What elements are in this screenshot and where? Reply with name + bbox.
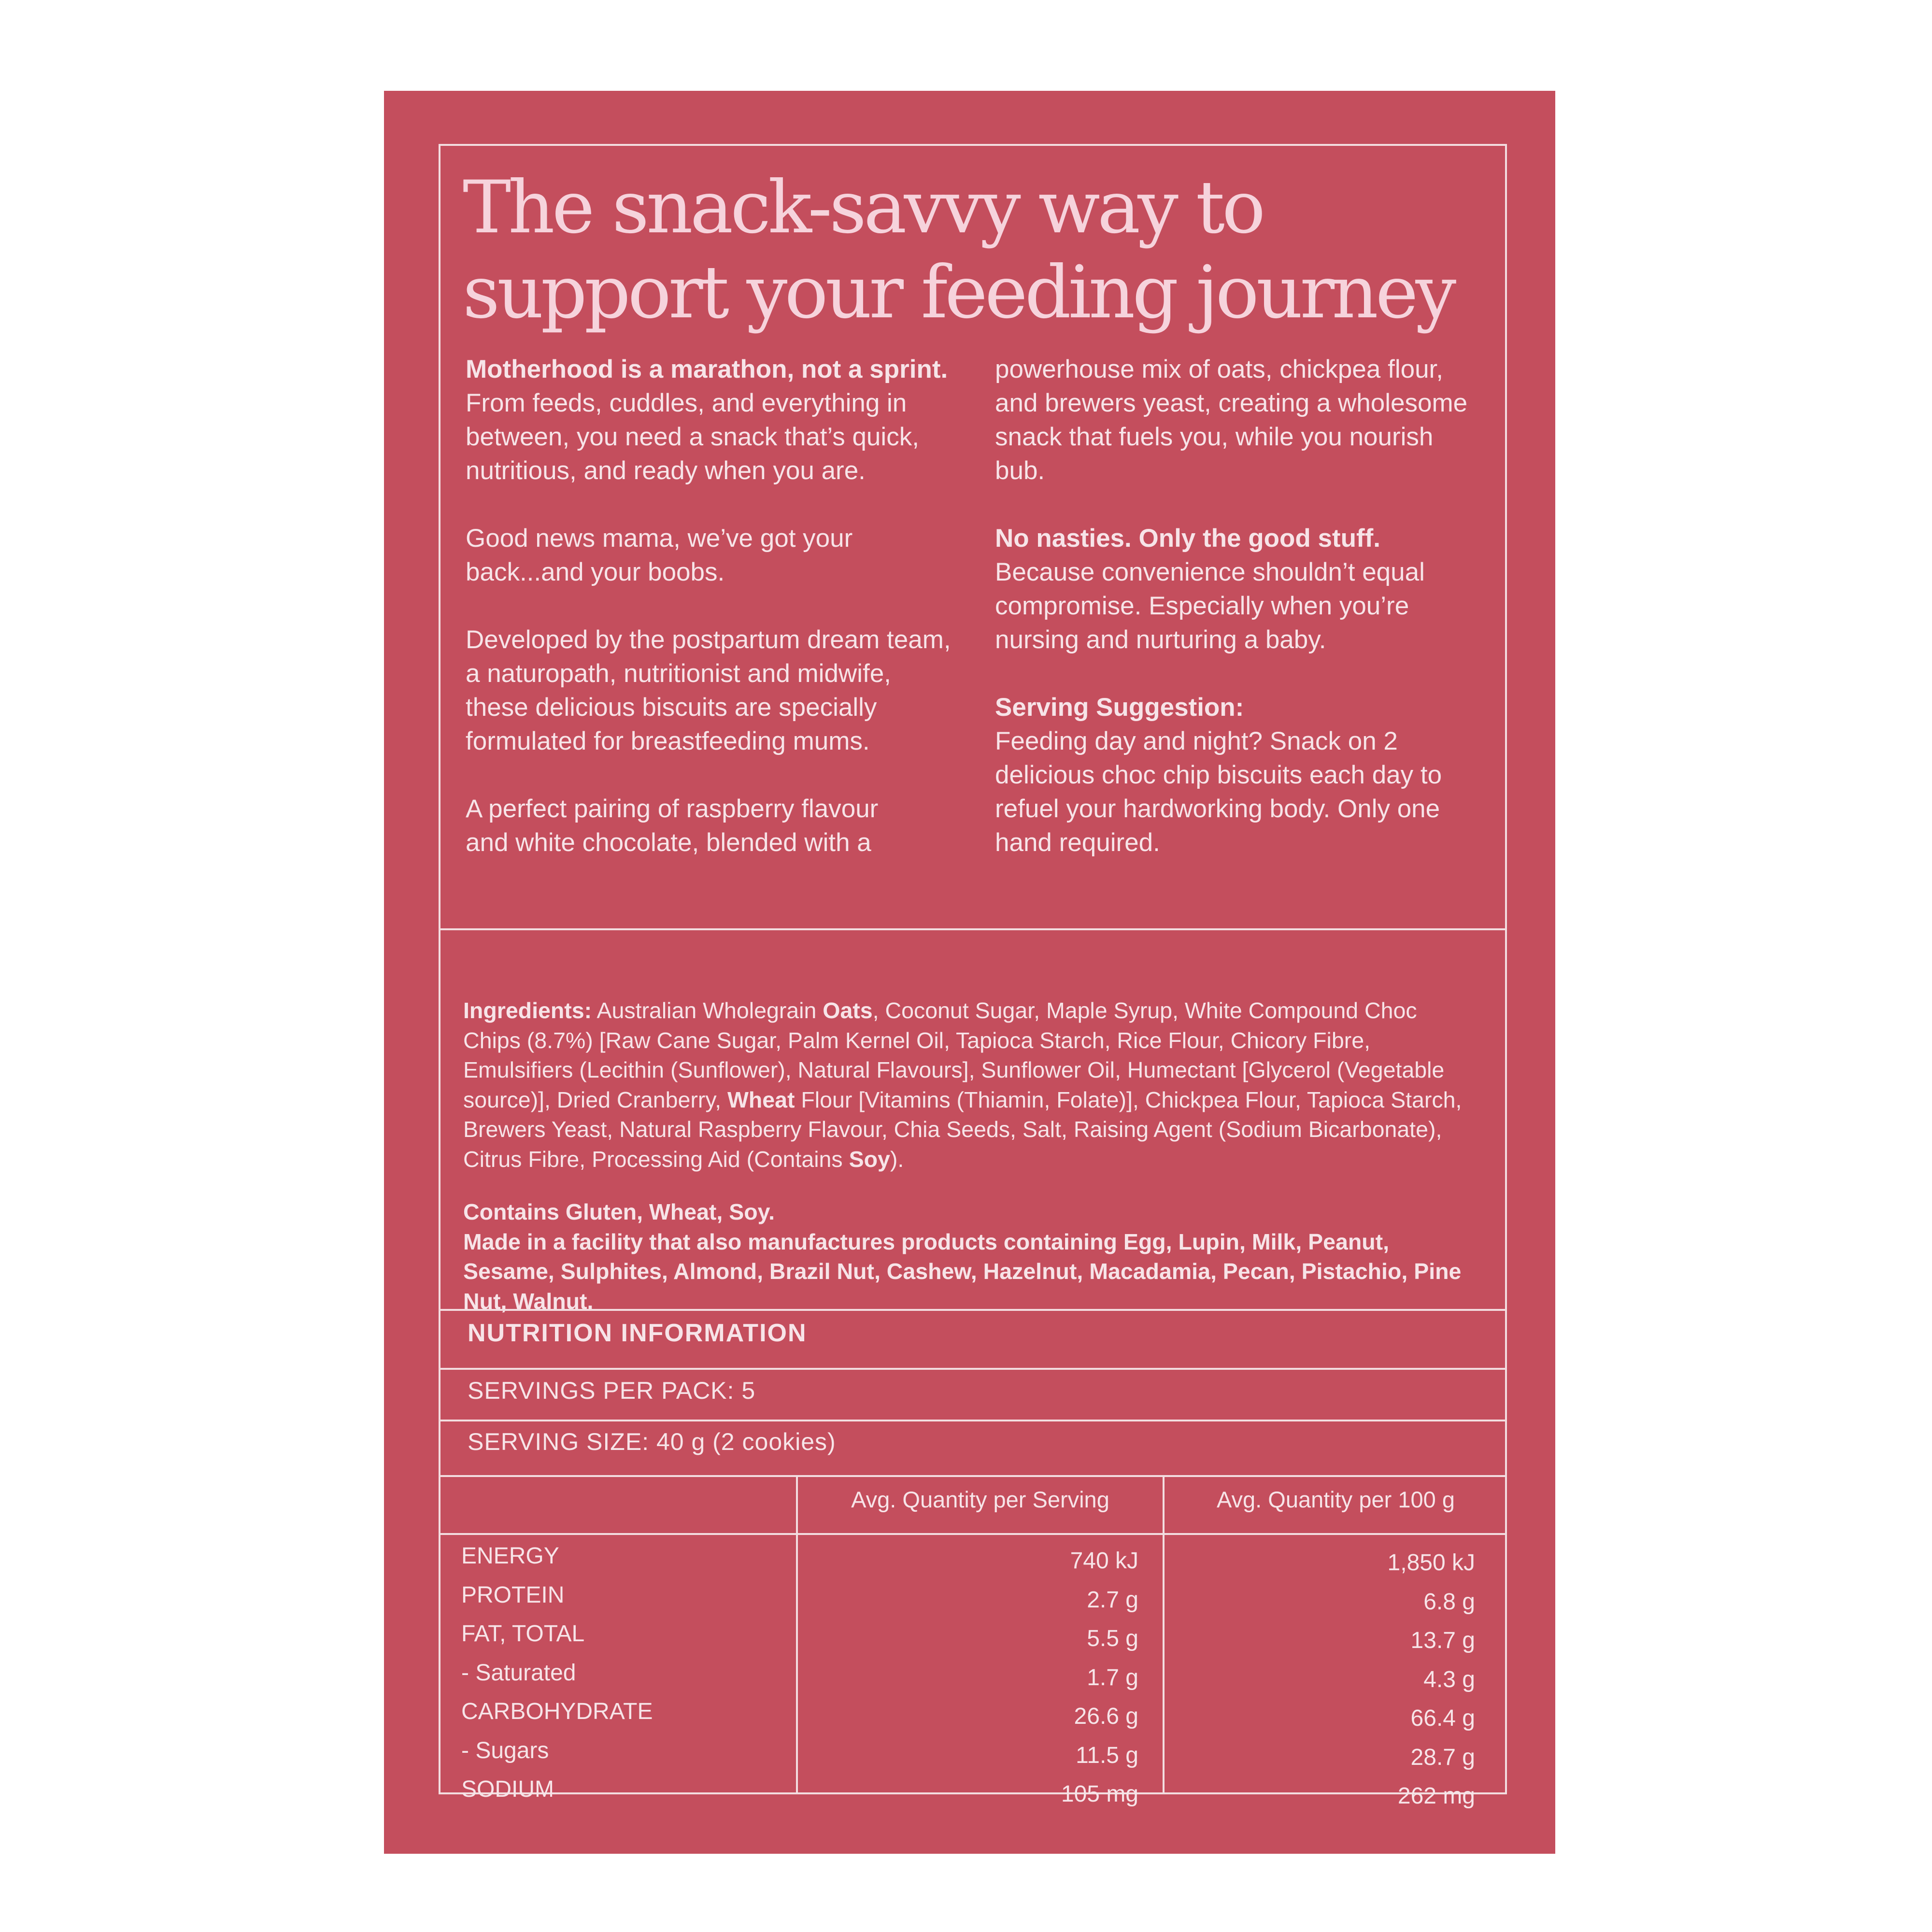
per-100g-value: 1,850 kJ [1387, 1550, 1475, 1576]
per-100g-value: 4.3 g [1423, 1666, 1475, 1692]
ingredients-text: Flour [Vitamins (Thiamin, Folate)], Chickpea Flour, Tapioca Starch, Brewers Yeast, Natural Raspberry Flavour, Chia Seeds, Salt, Raising Agent (Sodium Bicarbonate), Citrus Fibre, Processing Aid (Contains [463, 1087, 1462, 1172]
nutrient-label: - Saturated [461, 1660, 576, 1686]
per-100g-value: 262 mg [1397, 1783, 1475, 1809]
per-100g-value: 6.8 g [1423, 1589, 1475, 1615]
serving-suggestion-text: Feeding day and night? Snack on 2 delicious choc chip biscuits each day to refuel your hardworking body. Only one hand required. [995, 727, 1442, 857]
per-serving-value: 105 mg [1061, 1781, 1138, 1807]
nutrient-label: SODIUM [461, 1776, 554, 1802]
intro-paragraph-4-start [466, 792, 958, 860]
headline-line-1: The snack-savvy way to [463, 166, 1263, 250]
intro-column-right [995, 353, 1488, 894]
intro-paragraph-2: Good news mama, we’ve got your back...and your boobs. [466, 524, 853, 586]
divider-table-header [440, 1475, 1505, 1477]
nutrient-label: PROTEIN [461, 1582, 565, 1608]
per-100g-value: 13.7 g [1410, 1628, 1475, 1653]
intro-paragraph-3: Developed by the postpartum dream team, a naturopath, nutritionist and midwife, these delicious biscuits are specially formulated for breastfeeding mums. [466, 625, 951, 755]
per-serving-value: 1.7 g [1087, 1664, 1138, 1690]
per-serving-value: 5.5 g [1087, 1626, 1138, 1651]
allergen-wheat: Wheat [727, 1087, 795, 1112]
nutrition-title: NUTRITION INFORMATION [468, 1319, 807, 1347]
headline-line-2: support your feeding journey [463, 251, 1454, 335]
product-panel [384, 91, 1555, 1854]
column-header-100g: Avg. Quantity per 100 g [1217, 1487, 1455, 1512]
nutrient-label: - Sugars [461, 1737, 549, 1763]
divider-nutrition [440, 1309, 1505, 1311]
allergen-oats: Oats [823, 998, 873, 1023]
per-serving-value: 26.6 g [1074, 1704, 1138, 1729]
per-100g-value: 66.4 g [1410, 1705, 1475, 1731]
intro-text-1: From feeds, cuddles, and everything in between, you need a snack that’s quick, nutritious, and ready when you are. [466, 389, 919, 485]
column-header-serving: Avg. Quantity per Serving [851, 1487, 1109, 1512]
divider-serving-size [440, 1420, 1505, 1421]
allergen-statement [463, 1197, 1468, 1316]
intro-paragraph-1 [466, 353, 958, 488]
servings-per-pack: SERVINGS PER PACK: 5 [468, 1377, 756, 1404]
ingredients-text: ). [890, 1146, 904, 1172]
divider-table-body [440, 1533, 1505, 1535]
ingredients-list [463, 996, 1468, 1174]
per-serving-values [798, 1547, 1138, 1819]
intro-paragraph-4-line-1: A perfect pairing of raspberry flavour [466, 795, 879, 823]
nutrient-label: ENERGY [461, 1543, 559, 1569]
per-serving-value: 2.7 g [1087, 1587, 1138, 1613]
serving-suggestion-paragraph [995, 691, 1488, 860]
per-100g-value: 28.7 g [1410, 1744, 1475, 1770]
per-serving-value: 740 kJ [1070, 1548, 1138, 1574]
intro-paragraph-4-line-2: and white chocolate, blended with a [466, 828, 871, 857]
nutrient-label: FAT, TOTAL [461, 1621, 585, 1647]
nasties-paragraph [995, 522, 1488, 657]
divider-servings [440, 1368, 1505, 1370]
table-column-rule-2 [1163, 1475, 1165, 1794]
content-frame [439, 144, 1507, 1809]
per-100g-values [1165, 1548, 1475, 1821]
serving-size: SERVING SIZE: 40 g (2 cookies) [468, 1428, 836, 1455]
ingredients-text: Australian Wholegrain [592, 998, 823, 1023]
nasties-heading: No nasties. Only the good stuff. [995, 524, 1380, 553]
headline [463, 165, 1477, 335]
ingredients-block [463, 996, 1468, 1316]
intro-lead: Motherhood is a marathon, not a sprint. [466, 355, 948, 384]
nutrient-labels [461, 1542, 790, 1814]
ingredients-text: , Coconut Sugar, Maple Syrup, White Compound Choc Chips (8.7%) [Raw Cane Sugar, Palm Kernel Oil, Tapioca Starch, Rice Flour, Chicory Fibre, Emulsifiers (Lecithin (Sunflower), Natural Flavours], Sunflower Oil, Humectant [Glycerol (Vegetable source)], Dried Cranberry, [463, 998, 1445, 1112]
divider-ingredients [440, 928, 1505, 930]
nutrient-label: CARBOHYDRATE [461, 1699, 653, 1724]
allergen-soy: Soy [849, 1146, 890, 1172]
intro-paragraph-4-cont: powerhouse mix of oats, chickpea flour, and brewers yeast, creating a wholesome snack that fuels you, while you nourish bub. [995, 355, 1468, 485]
per-serving-value: 11.5 g [1076, 1742, 1138, 1768]
nasties-text: Because convenience shouldn’t equal compromise. Especially when you’re nursing and nurturing a baby. [995, 558, 1425, 654]
serving-suggestion-heading: Serving Suggestion: [995, 693, 1244, 722]
facility-statement: Made in a facility that also manufactures products containing Egg, Lupin, Milk, Peanut, Sesame, Sulphites, Almond, Brazil Nut, Cashew, Hazelnut, Macadamia, Pecan, Pistachio, Pine Nut, Walnut. [463, 1229, 1462, 1314]
ingredients-label: Ingredients: [463, 998, 592, 1023]
contains-statement: Contains Gluten, Wheat, Soy. [463, 1199, 775, 1224]
intro-column-left [466, 353, 958, 894]
